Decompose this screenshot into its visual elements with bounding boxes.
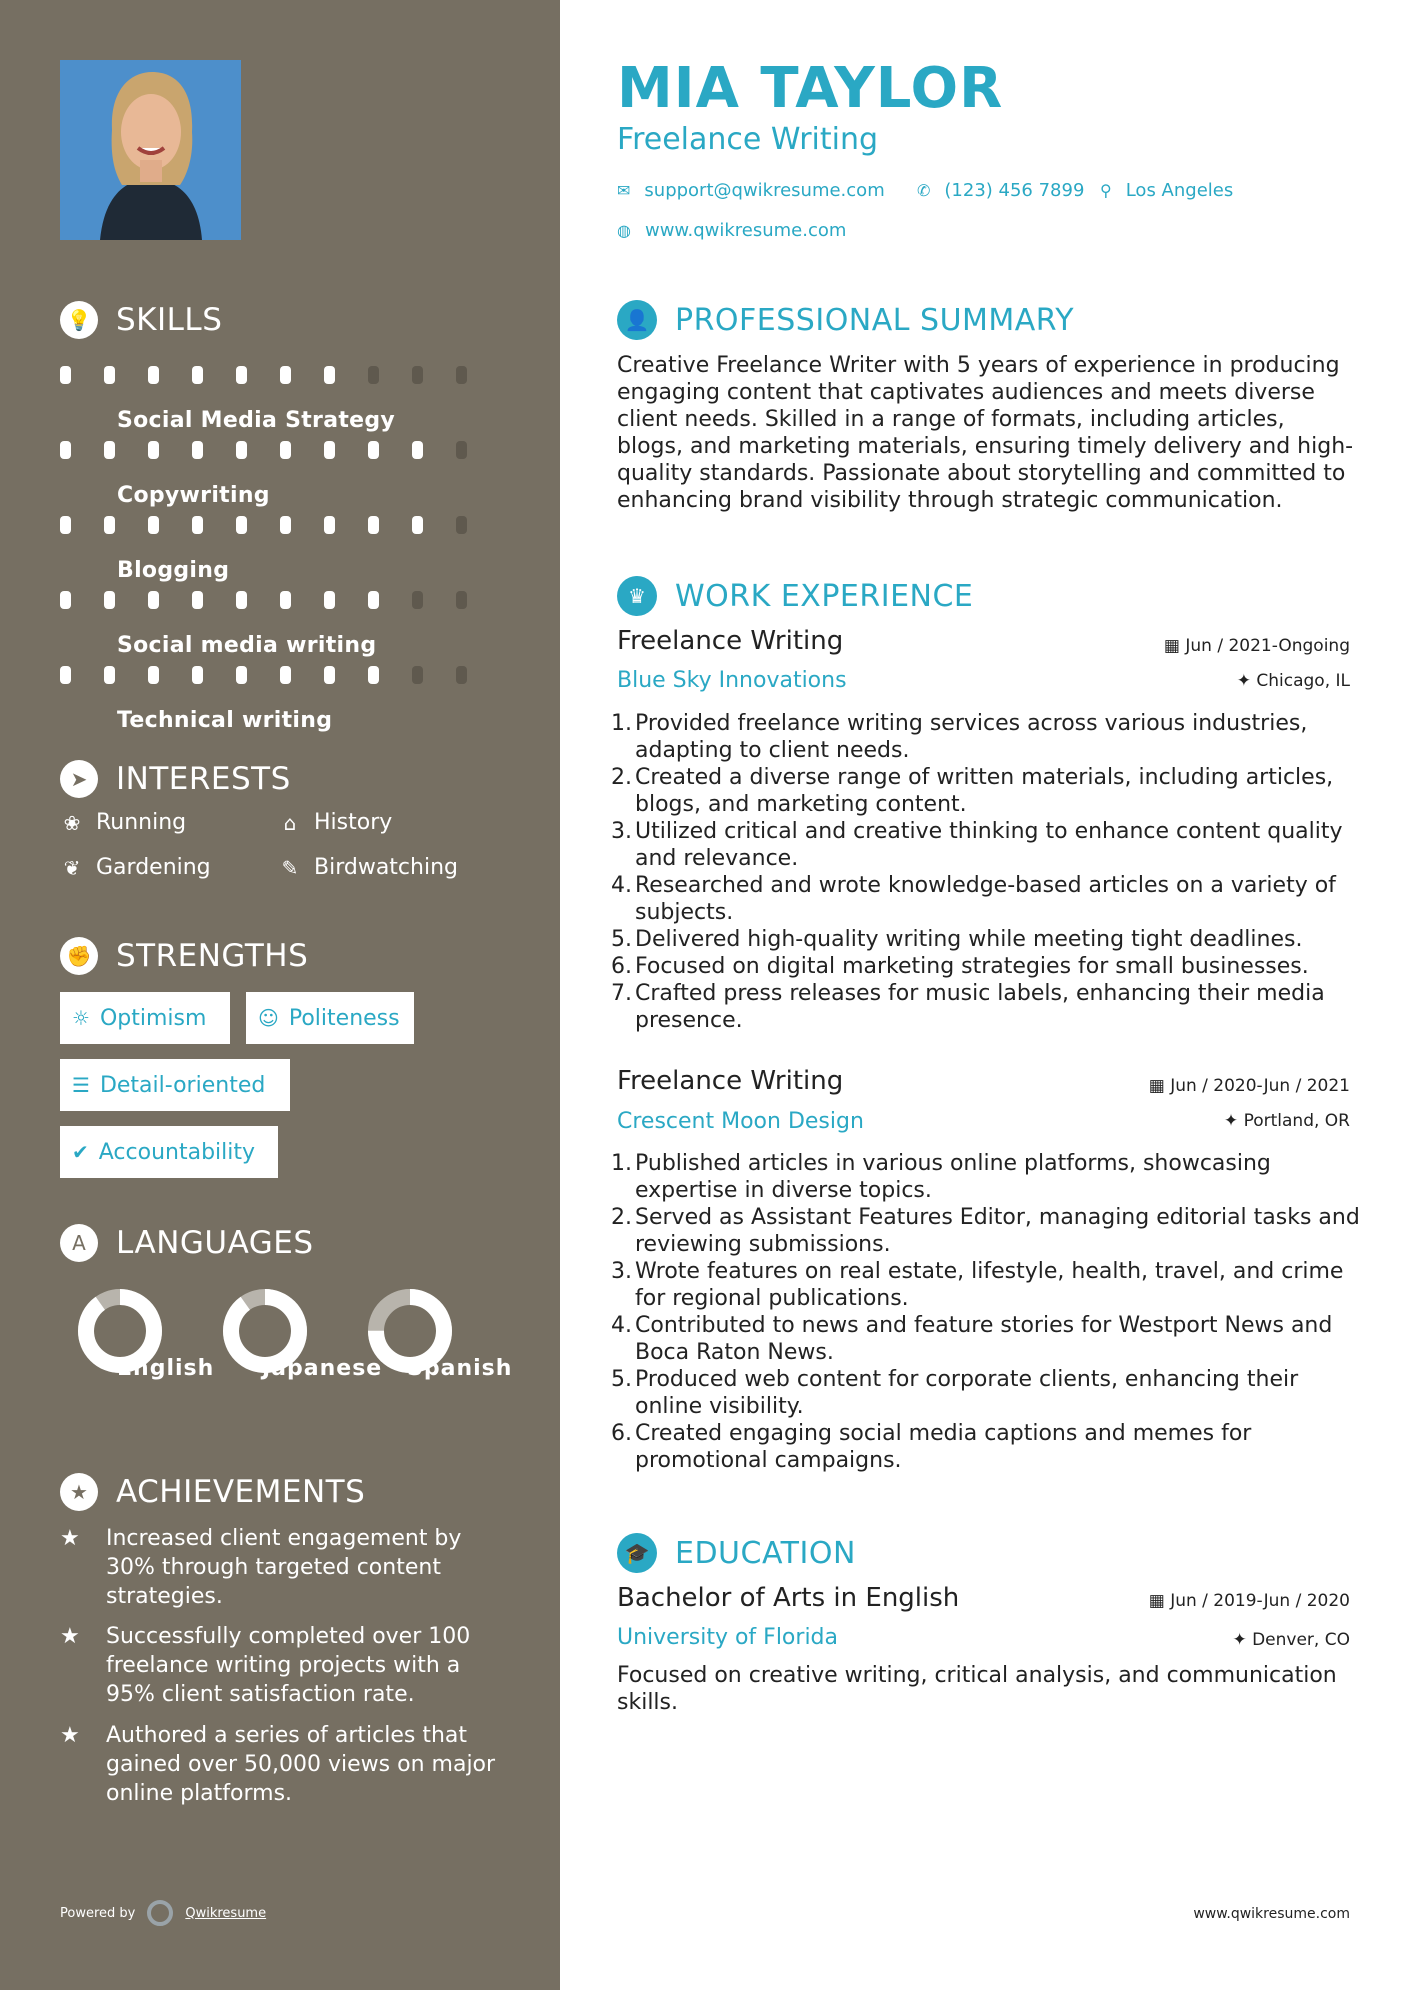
degree-title: Bachelor of Arts in English xyxy=(617,1583,960,1613)
job-company: Blue Sky Innovations xyxy=(617,668,847,693)
skill-dot xyxy=(280,366,291,384)
job-bullet: 2. Served as Assistant Features Editor, managing editorial tasks and reviewing submissions. xyxy=(611,1205,1360,1257)
skill-item xyxy=(60,652,500,733)
school-name: University of Florida xyxy=(617,1625,838,1650)
education-text: Focused on creative writing, critical analysis, and communication skills. xyxy=(617,1663,1337,1715)
skill-rating xyxy=(60,441,500,459)
skill-dot xyxy=(368,591,379,609)
skill-dot xyxy=(412,441,423,459)
skill-rating xyxy=(60,366,500,384)
skill-dot xyxy=(236,441,247,459)
skill-dot xyxy=(104,441,115,459)
contact-website: ◍ www.qwikresume.com xyxy=(617,220,847,241)
powered-by: Powered by Qwikresume xyxy=(60,1900,266,1926)
skill-dot xyxy=(236,516,247,534)
calendar-icon: ▦ xyxy=(1148,1076,1171,1096)
star-icon: ★ xyxy=(60,1723,80,1748)
smile-icon: ☺ xyxy=(258,1006,279,1030)
lightbulb-icon: 💡 xyxy=(60,301,98,339)
skill-dot xyxy=(280,666,291,684)
job-location: ✦ Portland, OR xyxy=(1223,1111,1350,1131)
skill-rating xyxy=(60,591,500,609)
interest-item: ⌂ History xyxy=(278,810,392,835)
language-name: Japanese xyxy=(262,1356,383,1381)
sun-icon: ☼ xyxy=(72,1006,90,1030)
skill-dot xyxy=(280,516,291,534)
summary-text: Creative Freelance Writer with 5 years of experience in producing engaging content that captivates audiences and meets diverse client needs. Skilled in a range of formats, including articles, blogs, and marketing materials, ensuring timely delivery and high-quality standards. Passionate about storytelling and committed to enhancing brand visibility through strategic communication. xyxy=(617,353,1354,513)
interests-heading: ➤ INTERESTS xyxy=(60,760,291,798)
person-role: Freelance Writing xyxy=(617,122,879,157)
job-company: Crescent Moon Design xyxy=(617,1109,864,1134)
gauge-fill xyxy=(231,1297,299,1365)
person-name: MIA TAYLOR xyxy=(617,56,1004,121)
job-bullet: 1. Published articles in various online platforms, showcasing expertise in diverse topics. xyxy=(611,1151,1271,1203)
pin-icon: ✦ xyxy=(1236,671,1257,691)
skill-dot xyxy=(368,516,379,534)
skill-dot xyxy=(148,591,159,609)
envelope-icon: ✉ xyxy=(617,181,631,200)
skill-item xyxy=(60,427,500,508)
calendar-icon: ▦ xyxy=(1148,1591,1171,1611)
job-title: Freelance Writing xyxy=(617,626,844,656)
language-item xyxy=(60,1288,215,1381)
skill-rating xyxy=(60,516,500,534)
job-title: Freelance Writing xyxy=(617,1066,844,1096)
job-bullet: 3. Wrote features on real estate, lifestyle, health, travel, and crime for regional publications. xyxy=(611,1259,1344,1311)
contact-email: ✉ support@qwikresume.com xyxy=(617,180,885,201)
skill-dot xyxy=(192,666,203,684)
fist-icon: ✊ xyxy=(60,937,98,975)
job-bullet: 4. Contributed to news and feature stories for Westport News and Boca Raton News. xyxy=(611,1313,1333,1365)
podium-icon: ♛ xyxy=(617,576,657,616)
skill-name: Copywriting xyxy=(117,483,270,508)
skill-dot xyxy=(192,441,203,459)
skill-dot xyxy=(104,516,115,534)
calendar-icon: ▦ xyxy=(1163,636,1186,656)
skill-name: Social Media Strategy xyxy=(117,408,396,433)
skill-dot xyxy=(60,666,71,684)
skill-rating xyxy=(60,666,500,684)
interest-item: ❦ Gardening xyxy=(60,855,211,880)
skill-dot xyxy=(60,516,71,534)
job-bullet: 4. Researched and wrote knowledge-based articles on a variety of subjects. xyxy=(611,873,1336,925)
list-icon: ☰ xyxy=(72,1073,90,1097)
skill-dot xyxy=(236,591,247,609)
language-item xyxy=(205,1288,383,1381)
phone-icon: ✆ xyxy=(917,181,931,200)
globe-icon: ◍ xyxy=(617,221,631,240)
skill-dot xyxy=(192,366,203,384)
skill-dot xyxy=(324,666,335,684)
brand-link[interactable]: Qwikresume xyxy=(185,1905,267,1921)
skill-dot xyxy=(324,591,335,609)
education-heading: 🎓 EDUCATION xyxy=(617,1533,856,1573)
language-item xyxy=(350,1288,513,1381)
skill-name: Blogging xyxy=(117,558,230,583)
achievement-item: ★ Authored a series of articles that gained over 50,000 views on major online platforms. xyxy=(60,1723,496,1806)
skill-dot xyxy=(60,441,71,459)
summary-heading: 👤 PROFESSIONAL SUMMARY xyxy=(617,300,1074,340)
language-name: English xyxy=(117,1356,215,1381)
profile-photo xyxy=(60,60,241,240)
strength-badge: ☼ Optimism xyxy=(60,992,230,1044)
skill-dot xyxy=(368,666,379,684)
skill-dot xyxy=(412,591,423,609)
job-bullets xyxy=(611,1150,1362,1474)
skill-dot xyxy=(324,516,335,534)
skill-dot xyxy=(456,666,467,684)
skill-dot xyxy=(324,366,335,384)
skill-dot xyxy=(456,366,467,384)
achievement-item: ★ Increased client engagement by 30% through targeted content strategies. xyxy=(60,1526,462,1609)
skills-heading: 💡 SKILLS xyxy=(60,301,222,339)
skill-dot xyxy=(148,516,159,534)
contact-phone: ✆ (123) 456 7899 xyxy=(917,180,1085,201)
languages-heading: A LANGUAGES xyxy=(60,1224,314,1262)
paper-plane-icon: ➤ xyxy=(60,760,98,798)
pin-icon: ✦ xyxy=(1223,1111,1244,1131)
star-icon: ★ xyxy=(60,1624,80,1649)
skill-dot xyxy=(104,666,115,684)
skill-item xyxy=(60,502,500,583)
strength-badge: ☰ Detail-oriented xyxy=(60,1059,290,1111)
star-icon: ★ xyxy=(60,1526,80,1551)
job-bullet: 7. Crafted press releases for music labels, enhancing their media presence. xyxy=(611,981,1325,1033)
graduate-icon: 🎓 xyxy=(617,1533,657,1573)
skill-item xyxy=(60,577,500,658)
museum-icon: ⌂ xyxy=(283,810,297,835)
job-bullet: 5. Produced web content for corporate clients, enhancing their online visibility. xyxy=(611,1367,1299,1419)
footer-url[interactable]: www.qwikresume.com xyxy=(1193,1906,1350,1922)
skill-dot xyxy=(368,441,379,459)
skill-dot xyxy=(368,366,379,384)
job-bullet: 3. Utilized critical and creative thinking to enhance content quality and relevance. xyxy=(611,819,1343,871)
skill-dot xyxy=(412,666,423,684)
skill-dot xyxy=(236,666,247,684)
strength-badge: ☺ Politeness xyxy=(246,992,414,1044)
job-bullet: 6. Focused on digital marketing strategies for small businesses. xyxy=(611,954,1309,979)
skill-dot xyxy=(236,366,247,384)
skill-dot xyxy=(324,441,335,459)
skill-name: Social media writing xyxy=(117,633,377,658)
skill-dot xyxy=(148,366,159,384)
achievements-heading: ★ ACHIEVEMENTS xyxy=(60,1473,365,1511)
contact-location: ⚲ Los Angeles xyxy=(1100,180,1234,201)
job-bullets xyxy=(611,710,1362,1034)
education-date: ▦ Jun / 2019-Jun / 2020 xyxy=(1148,1591,1350,1611)
job-bullet: 5. Delivered high-quality writing while meeting tight deadlines. xyxy=(611,927,1303,952)
map-pin-icon: ⚲ xyxy=(1100,181,1112,200)
skill-dot xyxy=(412,516,423,534)
interest-item: ❀ Running xyxy=(60,810,186,835)
skill-dot xyxy=(148,666,159,684)
language-name: Spanish xyxy=(407,1356,513,1381)
job-date: ▦ Jun / 2021-Ongoing xyxy=(1163,636,1350,656)
skill-dot xyxy=(192,591,203,609)
user-icon: 👤 xyxy=(617,300,657,340)
work-heading: ♛ WORK EXPERIENCE xyxy=(617,576,973,616)
skill-dot xyxy=(60,591,71,609)
strength-badge: ✔ Accountability xyxy=(60,1126,278,1178)
star-icon: ★ xyxy=(60,1473,98,1511)
achievement-item: ★ Successfully completed over 100 freelance writing projects with a 95% client satisfaction rate. xyxy=(60,1624,471,1707)
leaf-icon: ❦ xyxy=(63,855,81,880)
sidebar xyxy=(0,0,560,1990)
language-icon: A xyxy=(60,1224,98,1262)
job-bullet: 6. Created engaging social media captions and memes for promotional campaigns. xyxy=(611,1421,1252,1473)
skill-dot xyxy=(104,591,115,609)
skill-dot xyxy=(456,516,467,534)
skill-dot xyxy=(280,441,291,459)
gauge-fill xyxy=(86,1297,154,1365)
job-date: ▦ Jun / 2020-Jun / 2021 xyxy=(1148,1076,1350,1096)
skill-dot xyxy=(412,366,423,384)
skill-dot xyxy=(456,591,467,609)
skill-dot xyxy=(104,366,115,384)
check-circle-icon: ✔ xyxy=(72,1140,89,1164)
skill-item xyxy=(60,352,500,433)
skill-dot xyxy=(280,591,291,609)
skill-dot xyxy=(192,516,203,534)
job-bullet: 2. Created a diverse range of written materials, including articles, blogs, and marketing content. xyxy=(611,765,1334,817)
main-content xyxy=(560,0,1407,1990)
qwikresume-logo-icon xyxy=(147,1900,173,1926)
job-bullet: 1. Provided freelance writing services across various industries, adapting to client needs. xyxy=(611,711,1308,763)
pin-icon: ✦ xyxy=(1232,1630,1253,1650)
skill-dot xyxy=(456,441,467,459)
skill-dot xyxy=(60,366,71,384)
edit-icon: ✎ xyxy=(281,855,299,880)
education-location: ✦ Denver, CO xyxy=(1232,1630,1350,1650)
interest-item: ✎ Birdwatching xyxy=(278,855,458,880)
job-location: ✦ Chicago, IL xyxy=(1236,671,1350,691)
paw-icon: ❀ xyxy=(63,810,81,835)
skill-dot xyxy=(148,441,159,459)
skill-name: Technical writing xyxy=(117,708,333,733)
strengths-heading: ✊ STRENGTHS xyxy=(60,937,308,975)
